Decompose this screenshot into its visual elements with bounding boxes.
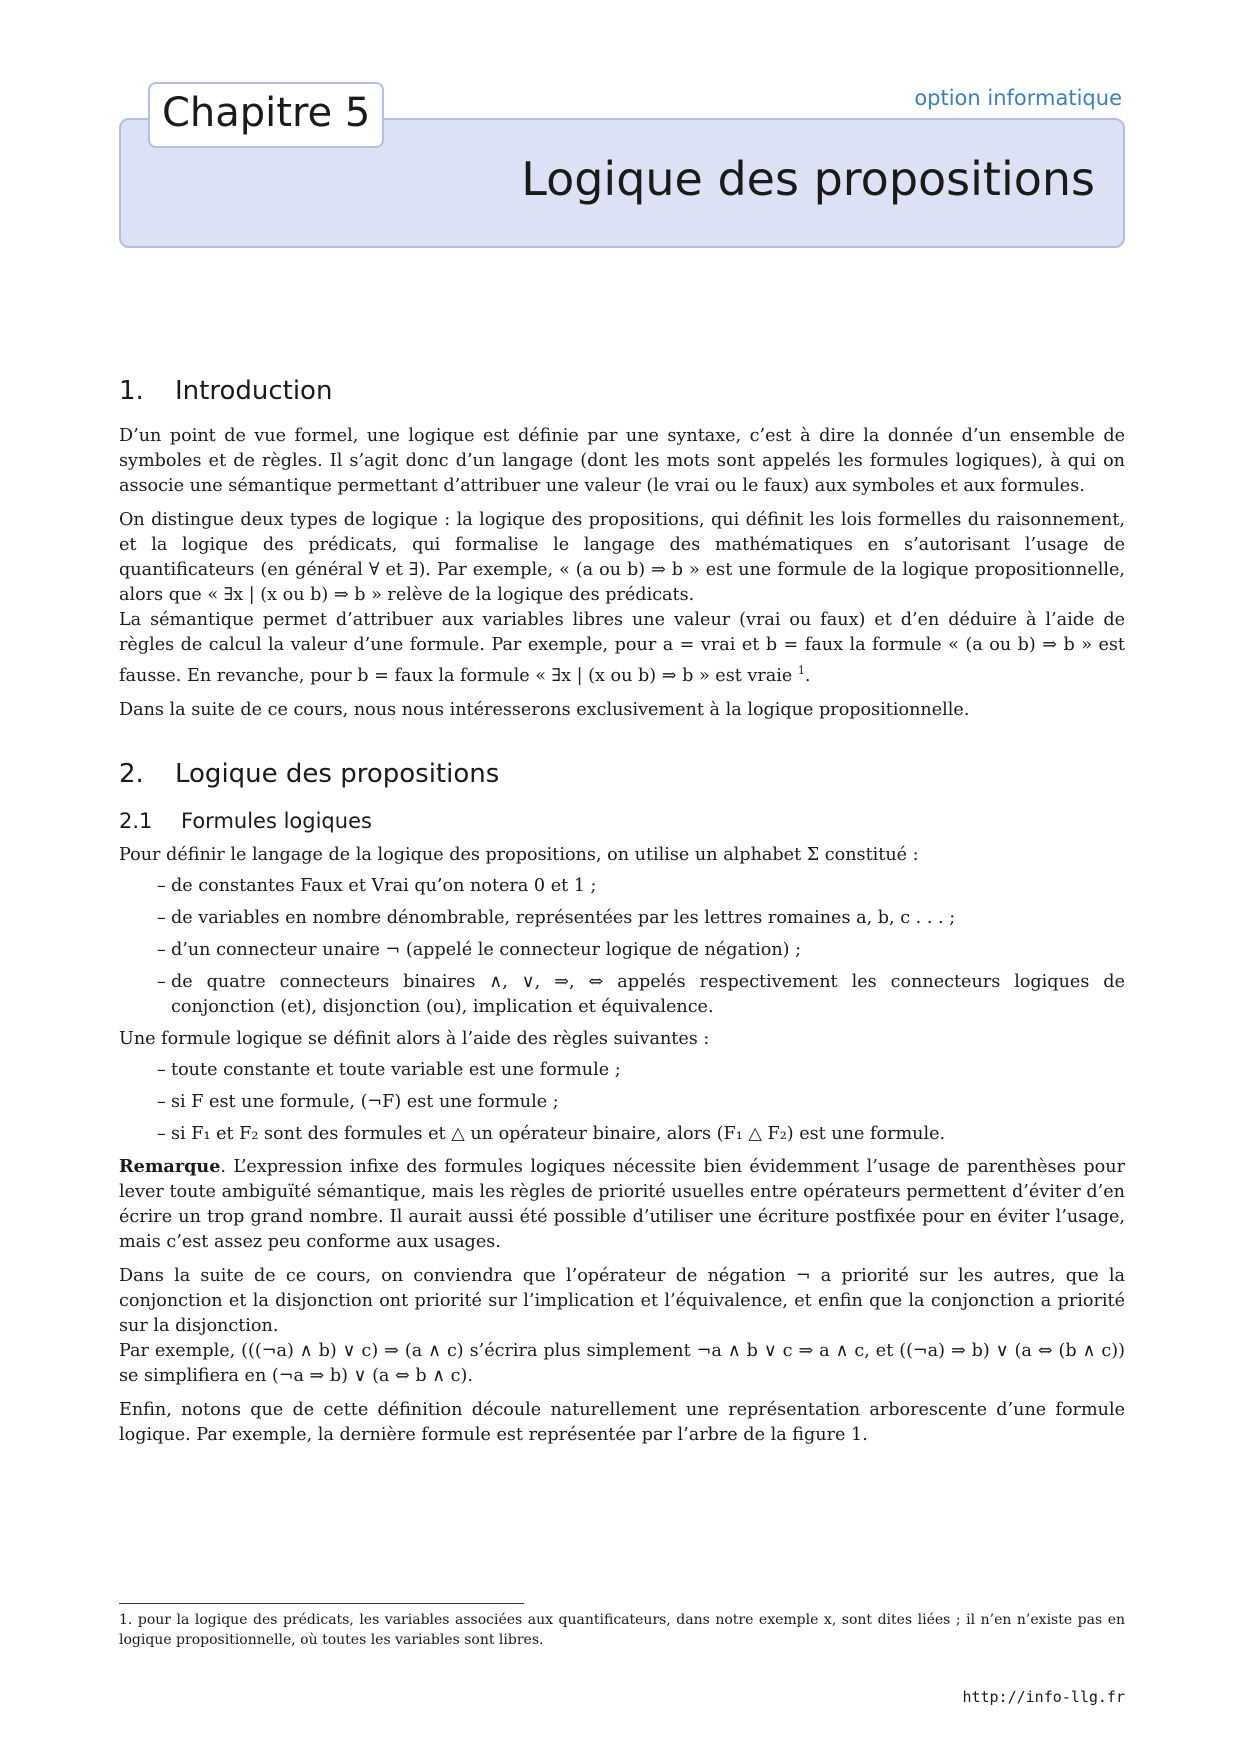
intro-paragraph-1: D’un point de vue formel, une logique est définie par une syntaxe, c’est à dire la donnée d’un ensemble de symboles et de règles. Il s’agit donc d’un langage (dont les mots sont appelés les formules logiques), à qui on associe une sémantique permettant d’attribuer une valeur (le vrai ou le faux) aux symboles et aux formules. (119, 426, 1125, 496)
alphabet-intro: Pour définir le langage de la logique des propositions, on utilise un alphabet Σ constitué : (119, 844, 919, 865)
footnote-divider (119, 1603, 524, 1604)
remark-paragraph: Remarque. L’expression infixe des formules logiques nécessite bien évidemment l’usage de parenthèses pour lever toute ambiguïté sémantique, mais les règles de priorité usuelles entre opérateurs permettent d’éviter d’en écrire un trop grand nombre. Il aurait aussi été possible d’utiliser une écriture postfixée pour en éviter l’usage, mais c’est assez peu conforme aux usages. (119, 1155, 1125, 1252)
section-heading-logique: 2. Logique des propositions (119, 758, 500, 789)
footnote-ref[interactable]: 1 (797, 664, 805, 677)
subsection-heading-formules: 2.1 Formules logiques (119, 808, 372, 833)
list-item: – de quatre connecteurs binaires ∧, ∨, ⇒, ⇔ appelés respectivement les connecteurs logiques de conjonction (et), disjonction (ou), implication et équivalence. (119, 970, 1125, 1020)
option-label: option informatique (914, 86, 1122, 110)
main-content (119, 374, 1125, 1457)
list-item: – de constantes Faux et Vrai qu’on notera 0 et 1 ; (119, 874, 1125, 899)
footer-url[interactable]: http://info-llg.fr (962, 1688, 1125, 1706)
intro-paragraph-3: La sémantique permet d’attribuer aux variables libres une valeur (vrai ou faux) et d’en déduire à l’aide de règles de calcul la valeur d’une formule. Par exemple, pour a = vrai et b = faux la formule « (a ou b) ⇒ b » est fausse. En revanche, pour b = faux la formule « ∃x | (x ou b) ⇒ b » est vraie $^1$. (119, 610, 1125, 686)
list-item: – d’un connecteur unaire ¬ (appelé le connecteur logique de négation) ; (119, 938, 1125, 963)
section-heading-introduction: 1. Introduction (119, 376, 333, 406)
chapter-label: Chapitre 5 (148, 82, 384, 148)
footnote: 1. pour la logique des prédicats, les variables associées aux quantificateurs, dans notre exemple x, sont dites liées ; il n’en n’existe pas en logique propositionnelle, où toutes les variables sont libres. (119, 1612, 1125, 1648)
priority-paragraph: Dans la suite de ce cours, on conviendra que l’opérateur de négation ¬ a priorité sur les autres, que la conjonction et la disjonction ont priorité sur l’implication et l’équivalence, et enfin que la conjonction a priorité sur la disjonction. (119, 1265, 1125, 1336)
intro-paragraph-4: Dans la suite de ce cours, nous nous intéresserons exclusivement à la logique propositionnelle. (119, 699, 970, 720)
list-item: – de variables en nombre dénombrable, représentées par les lettres romaines a, b, c . . . ; (119, 906, 1125, 931)
list-item: – si F est une formule, (¬F) est une formule ; (119, 1090, 1125, 1115)
intro-paragraph-2: On distingue deux types de logique : la logique des propositions, qui définit les lois formelles du raisonnement, et la logique des prédicats, qui formalise le langage des mathématiques en s’autorisant l’usage de quantificateurs (en général ∀ et ∃). Par exemple, « (a ou b) ⇒ b » est une formule de la logique propositionnelle, alors que « ∃x | (x ou b) ⇒ b » relève de la logique des prédicats. (119, 510, 1125, 605)
rules-intro: Une formule logique se définit alors à l’aide des règles suivantes : (119, 1028, 710, 1049)
list-item: – si F₁ et F₂ sont des formules et △ un opérateur binaire, alors (F₁ △ F₂) est une formule. (119, 1122, 1125, 1147)
example-paragraph: Par exemple, (((¬a) ∧ b) ∨ c) ⇒ (a ∧ c) s’écrira plus simplement ¬a ∧ b ∨ c ⇒ a ∧ c, et ((¬a) ⇒ b) ∨ (a ⇔ (b ∧ c)) se simplifiera en (¬a ⇒ b) ∨ (a ⇔ b ∧ c). (119, 1340, 1125, 1386)
rules-list (119, 1058, 1125, 1147)
alphabet-list (119, 874, 1125, 1020)
list-item: – toute constante et toute variable est une formule ; (119, 1058, 1125, 1083)
tree-paragraph: Enfin, notons que de cette définition découle naturellement une représentation arborescente d’une formule logique. Par exemple, la dernière formule est représentée par l’arbre de la figure 1. (119, 1399, 1125, 1445)
chapter-title: Logique des propositions (521, 152, 1095, 206)
